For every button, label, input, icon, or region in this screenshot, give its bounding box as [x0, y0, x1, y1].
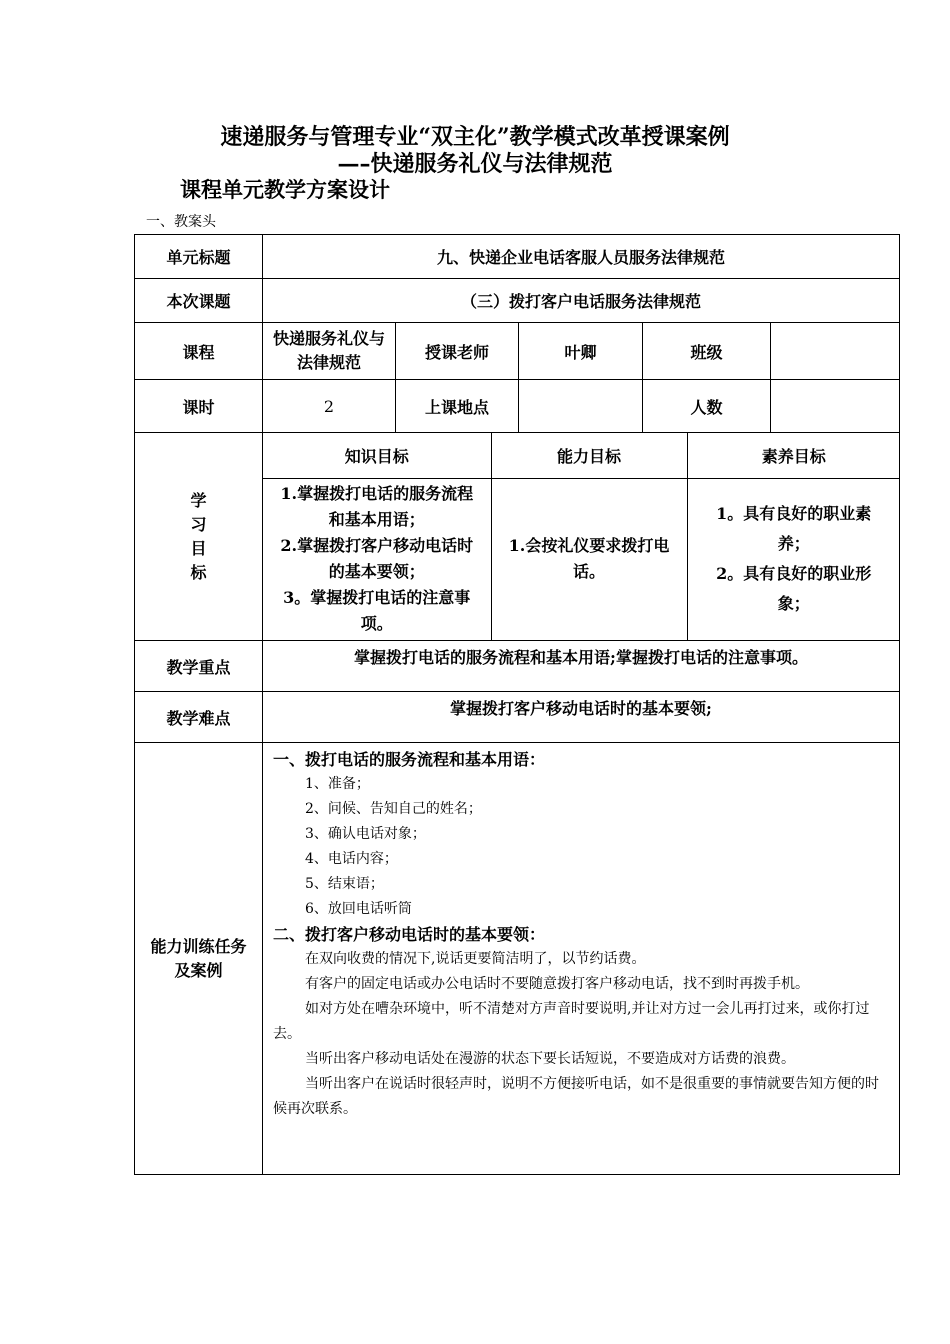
course-value: 快递服务礼仪与法律规范 [263, 323, 396, 380]
quality-goals [687, 478, 900, 640]
ability-goals [491, 478, 687, 640]
teacher-value: 叶卿 [519, 323, 643, 380]
task-step: 4、电话内容； [305, 851, 398, 867]
task-step: 5、结束语； [305, 876, 384, 892]
tasks-content [263, 743, 900, 1175]
hours-value: 2 [263, 380, 396, 433]
lesson-title-value: （三）拨打客户电话服务法律规范 [263, 279, 900, 323]
knowledge-goal-item: 3。掌握拨打电话的注意事项。 [283, 588, 471, 634]
count-label: 人数 [643, 380, 771, 433]
goals-label-char: 标 [190, 562, 207, 582]
task-step: 6、放回电话听筒 [305, 901, 412, 917]
task-step: 1、准备； [305, 776, 370, 792]
class-label: 班级 [643, 323, 771, 380]
task-step: 2、问候、告知自己的姓名； [305, 801, 482, 817]
key-points-label: 教学重点 [135, 641, 263, 692]
unit-title-value: 九、快递企业电话客服人员服务法律规范 [263, 235, 900, 279]
lesson-title-label: 本次课题 [135, 279, 263, 323]
goals-cell [263, 433, 900, 641]
task-step: 3、确认电话对象； [305, 826, 426, 842]
goals-label-char: 习 [190, 514, 207, 534]
knowledge-goal-item: 2.掌握拨打客户移动电话时的基本要领； [280, 536, 474, 582]
count-value [771, 380, 900, 433]
task-paragraph: 如对方处在嘈杂环境中，听不清楚对方声音时要说明,并让对方过一会儿再打过来，或你打过去。 [273, 1001, 870, 1042]
knowledge-goal-item: 1.掌握拨打电话的服务流程和基本用语； [280, 484, 474, 530]
knowledge-goals [263, 478, 491, 640]
section-heading: 一、教案头 [146, 214, 216, 230]
learning-goals-label [135, 433, 263, 641]
task-paragraph: 当听出客户在说话时很轻声时，说明不方便接听电话，如不是很重要的事情就要告知方便的时候再次联系。 [273, 1076, 879, 1117]
teacher-label: 授课老师 [396, 323, 519, 380]
design-heading: 课程单元教学方案设计 [180, 177, 390, 202]
tasks-heading-1: 一、拨打电话的服务流程和基本用语： [273, 750, 546, 769]
difficulties-label: 教学难点 [135, 692, 263, 743]
quality-goals-header: 素养目标 [687, 433, 900, 478]
quality-goal-item: 1。具有良好的职业素养； [716, 504, 872, 554]
tasks-label: 能力训练任务及案例 [135, 743, 263, 1175]
hours-label: 课时 [135, 380, 263, 433]
class-value [771, 323, 900, 380]
document-subtitle: —–快递服务礼仪与法律规范 [337, 151, 613, 177]
goals-label-char: 学 [190, 490, 207, 510]
goals-table [263, 433, 900, 640]
location-label: 上课地点 [396, 380, 519, 433]
difficulties-value: 掌握拨打客户移动电话时的基本要领; [263, 692, 900, 743]
unit-title-label: 单元标题 [135, 235, 263, 279]
task-paragraph: 当听出客户移动电话处在漫游的状态下要长话短说，不要造成对方话费的浪费。 [305, 1051, 795, 1067]
quality-goal-item: 2。具有良好的职业形象； [716, 564, 872, 614]
document-title: 速递服务与管理专业“双主化”教学模式改革授课案例 [220, 124, 730, 150]
task-paragraph: 有客户的固定电话或办公电话时不要随意拨打客户移动电话，找不到时再拨手机。 [305, 976, 809, 992]
goals-label-char: 目 [190, 538, 207, 558]
location-value [519, 380, 643, 433]
task-paragraph: 在双向收费的情况下,说话更要简洁明了，以节约话费。 [305, 951, 646, 967]
lesson-plan-table [134, 234, 900, 1175]
ability-goal-item: 1.会按礼仪要求拨打电话。 [508, 536, 670, 582]
knowledge-goals-header: 知识目标 [263, 433, 491, 478]
ability-goals-header: 能力目标 [491, 433, 687, 478]
course-label: 课程 [135, 323, 263, 380]
tasks-heading-2: 二、拨打客户移动电话时的基本要领： [273, 925, 546, 944]
key-points-value: 掌握拨打电话的服务流程和基本用语;掌握拨打电话的注意事项。 [263, 641, 900, 692]
